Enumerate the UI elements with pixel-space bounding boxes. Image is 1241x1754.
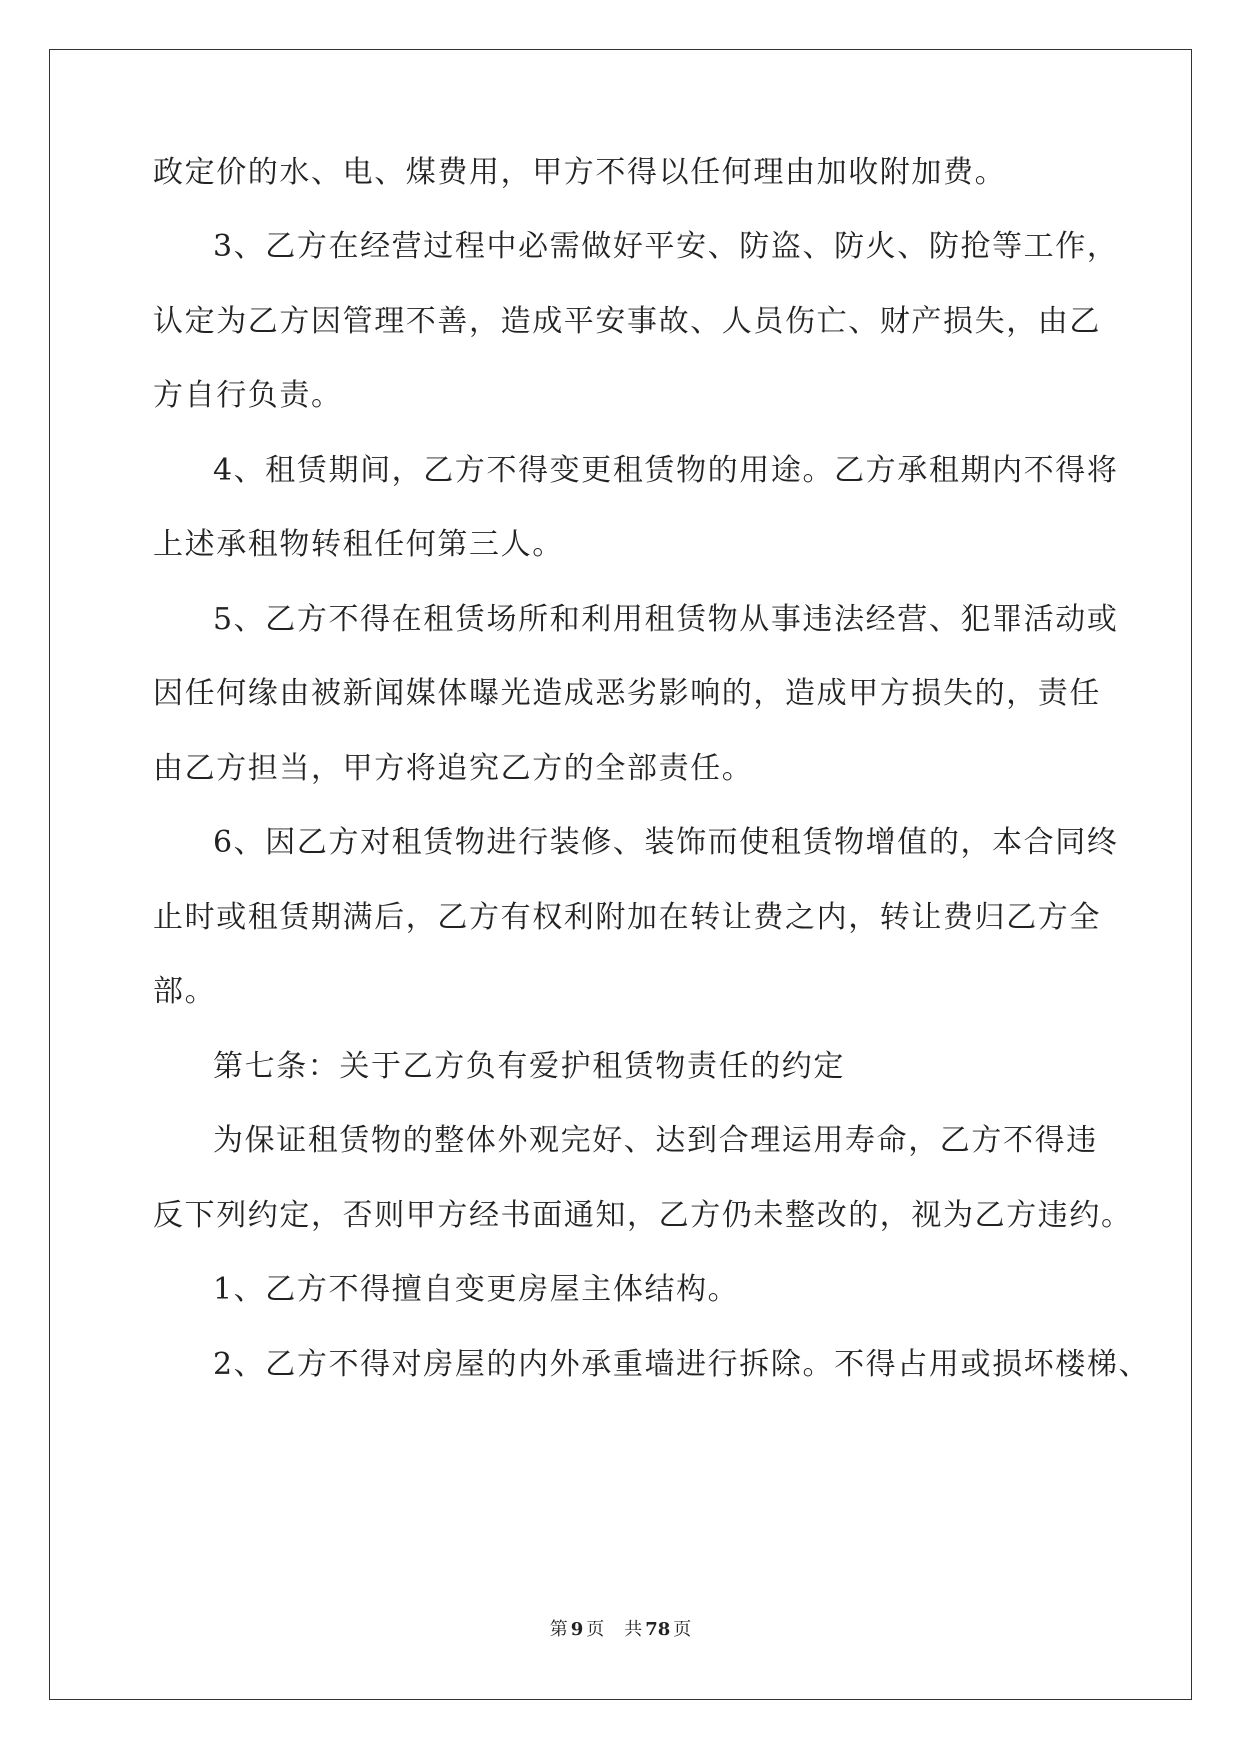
text-line: 方自行负责。 [153,378,343,413]
text-line: 由乙方担当，甲方将追究乙方的全部责任。 [153,751,754,786]
page-unit: 页 [586,1619,605,1640]
text-line: 止时或租赁期满后，乙方有权利附加在转让费之内，转让费归乙方全 [153,900,1101,935]
text-line: 认定为乙方因管理不善，造成平安事故、人员伤亡、财产损失，由乙 [153,304,1101,339]
text-line: 1、乙方不得擅自变更房屋主体结构。 [213,1272,740,1307]
section-heading: 第七条：关于乙方负有爱护租赁物责任的约定 [213,1049,845,1084]
text-line: 政定价的水、电、煤费用，甲方不得以任何理由加收附加费。 [153,155,1007,190]
text-line: 4、租赁期间，乙方不得变更租赁物的用途。乙方承租期内不得将 [213,453,1119,488]
text-line: 3、乙方在经营过程中必需做好平安、防盗、防火、防抢等工作， [213,229,1119,264]
page-footer [0,1618,1241,1642]
text-line: 为保证租赁物的整体外观完好、达到合理运用寿命，乙方不得违 [213,1123,1098,1158]
text-line: 6、因乙方对租赁物进行装修、装饰而使租赁物增值的，本合同终 [213,825,1119,860]
page-prefix: 第 [549,1619,568,1640]
total-prefix: 共 [624,1619,643,1640]
text-line: 2、乙方不得对房屋的内外承重墙进行拆除。不得占用或损坏楼梯、 [213,1347,1151,1382]
text-line: 部。 [153,974,217,1009]
page-current: 9 [570,1619,584,1640]
page-total: 78 [645,1619,671,1640]
text-line: 5、乙方不得在租赁场所和利用租赁物从事违法经营、犯罪活动或 [213,602,1119,637]
text-line: 因任何缘由被新闻媒体曝光造成恶劣影响的，造成甲方损失的，责任 [153,676,1101,711]
page-border [49,49,1192,1700]
text-line: 上述承租物转租任何第三人。 [153,527,564,562]
total-unit: 页 [673,1619,692,1640]
text-line: 反下列约定，否则甲方经书面通知，乙方仍未整改的，视为乙方违约。 [153,1198,1133,1233]
